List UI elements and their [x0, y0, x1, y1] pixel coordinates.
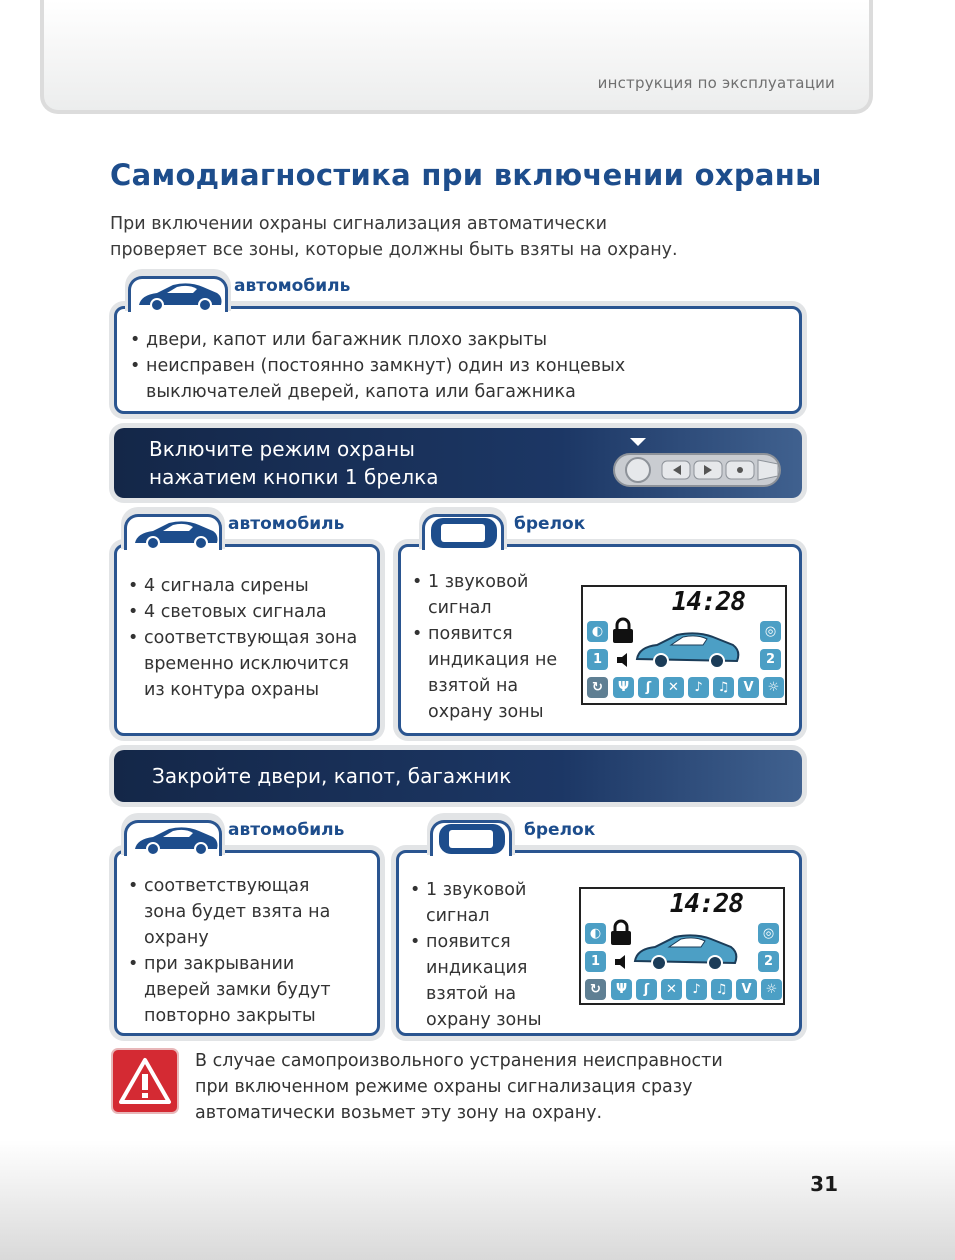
- lcd-zone-icon: ◐: [585, 923, 606, 944]
- car-section-label: автомобиль: [234, 276, 351, 296]
- arm-instruction-bar: [114, 428, 802, 498]
- lcd-time: 14:28: [671, 587, 745, 617]
- step1-car-tab: [124, 514, 222, 550]
- lock-icon: [611, 617, 635, 645]
- lcd-badge-1: 1: [585, 951, 606, 972]
- header-panel: [40, 0, 873, 114]
- fob-lcd-display: [579, 887, 785, 1005]
- list-item: • 4 сигнала сирены: [125, 573, 365, 599]
- list-item: • неисправен (постоянно замкнут) один из концевых выключателей дверей, капота или багажника: [127, 353, 687, 405]
- arm-line-2: нажатием кнопки 1 брелка: [149, 465, 439, 489]
- car-icon: [129, 819, 221, 859]
- step1-fob-list: [409, 569, 569, 725]
- lcd-zone-icon: ◐: [587, 621, 608, 642]
- lcd-badge-1: 1: [587, 649, 608, 670]
- lcd-zone-icon: ᐯ: [738, 677, 759, 698]
- lcd-time: 14:28: [669, 889, 743, 919]
- lock-icon: [609, 919, 633, 947]
- step1-car-label: автомобиль: [228, 514, 345, 534]
- step1-fob-tab: [422, 514, 504, 550]
- header-title: инструкция по эксплуатации: [597, 74, 835, 92]
- lcd-zone-icon: ✕: [661, 979, 682, 1000]
- warning-line-1: В случае самопроизвольного устранения неисправности: [195, 1051, 723, 1071]
- lcd-zone-icon: ☼: [763, 677, 784, 698]
- warning-icon: [111, 1048, 179, 1114]
- lcd-zone-icon: ♫: [711, 979, 732, 1000]
- list-item: • соответствующая зона временно исключится из контура охраны: [125, 625, 365, 703]
- warning-line-2: при включенном режиме охраны сигнализация сразу: [195, 1077, 693, 1097]
- step1-car-list: [125, 573, 365, 703]
- warning-line-3: автоматически возьмет эту зону на охрану.: [195, 1103, 603, 1123]
- step2-car-label: автомобиль: [228, 820, 345, 840]
- lcd-car-icon: [631, 925, 741, 975]
- arm-line-1: Включите режим охраны: [149, 437, 415, 461]
- close-instruction-text: Закройте двери, капот, багажник: [152, 764, 512, 788]
- car-causes-list: [127, 327, 687, 405]
- step2-car-box: [114, 850, 380, 1036]
- lcd-zone-icon: ✕: [663, 677, 684, 698]
- lcd-zone-icon: ᐯ: [736, 979, 757, 1000]
- key-fob-icon: [429, 515, 499, 551]
- list-item: • двери, капот или багажник плохо закрыты: [127, 327, 687, 353]
- intro-line-2: проверяет все зоны, которые должны быть взяты на охрану.: [110, 240, 678, 260]
- list-item: • соответствующая зона будет взята на охрану: [125, 873, 345, 951]
- remote-control-icon: [610, 432, 790, 490]
- intro-paragraph: [110, 211, 750, 263]
- step1-car-box: [114, 544, 380, 736]
- page-title: Самодиагностика при включении охраны: [110, 158, 822, 192]
- list-item: • появится индикация не взятой на охрану зоны: [409, 621, 569, 725]
- car-causes-box: [114, 306, 802, 414]
- speaker-icon: [615, 651, 633, 669]
- list-item: • при закрывании дверей замки будут повторно закрыты: [125, 951, 345, 1029]
- step2-fob-box: [396, 850, 802, 1036]
- lcd-zone-icon: Ψ: [613, 677, 634, 698]
- lcd-zone-icon: ♪: [686, 979, 707, 1000]
- step1-fob-box: [398, 544, 802, 736]
- list-item: • 1 звуковой сигнал: [409, 569, 569, 621]
- lcd-badge-2: 2: [760, 649, 781, 670]
- step2-car-tab: [124, 820, 222, 856]
- lcd-zone-icon: ʃ: [638, 677, 659, 698]
- lcd-zone-icon: ☼: [761, 979, 782, 1000]
- lcd-zone-icon: ↻: [585, 979, 606, 1000]
- car-tab: [128, 276, 228, 312]
- lcd-zone-icon: ◎: [760, 621, 781, 642]
- step2-fob-list: [407, 877, 567, 1033]
- list-item: • появится индикация взятой на охрану зоны: [407, 929, 567, 1033]
- key-fob-icon: [437, 821, 507, 857]
- footer-band: [0, 1140, 955, 1260]
- lcd-car-icon: [633, 623, 743, 673]
- car-icon: [129, 513, 221, 553]
- lcd-zone-icon: ♫: [713, 677, 734, 698]
- lcd-zone-icon: ◎: [758, 923, 779, 944]
- step2-car-list: [125, 873, 345, 1029]
- lcd-badge-2: 2: [758, 951, 779, 972]
- lcd-zone-icon: Ψ: [611, 979, 632, 1000]
- list-item: • 1 звуковой сигнал: [407, 877, 567, 929]
- lcd-zone-icon: ↻: [587, 677, 608, 698]
- step2-fob-label: брелок: [524, 820, 596, 840]
- step1-fob-label: брелок: [514, 514, 586, 534]
- warning-text: [195, 1048, 795, 1126]
- car-icon: [133, 275, 225, 315]
- lcd-zone-icon: ʃ: [636, 979, 657, 1000]
- step2-fob-tab: [430, 820, 512, 856]
- speaker-icon: [613, 953, 631, 971]
- page-number: 31: [810, 1172, 838, 1196]
- fob-lcd-display: [581, 585, 787, 705]
- list-item: • 4 световых сигнала: [125, 599, 365, 625]
- close-instruction-bar: [114, 750, 802, 802]
- intro-line-1: При включении охраны сигнализация автоматически: [110, 214, 607, 234]
- lcd-zone-icon: ♪: [688, 677, 709, 698]
